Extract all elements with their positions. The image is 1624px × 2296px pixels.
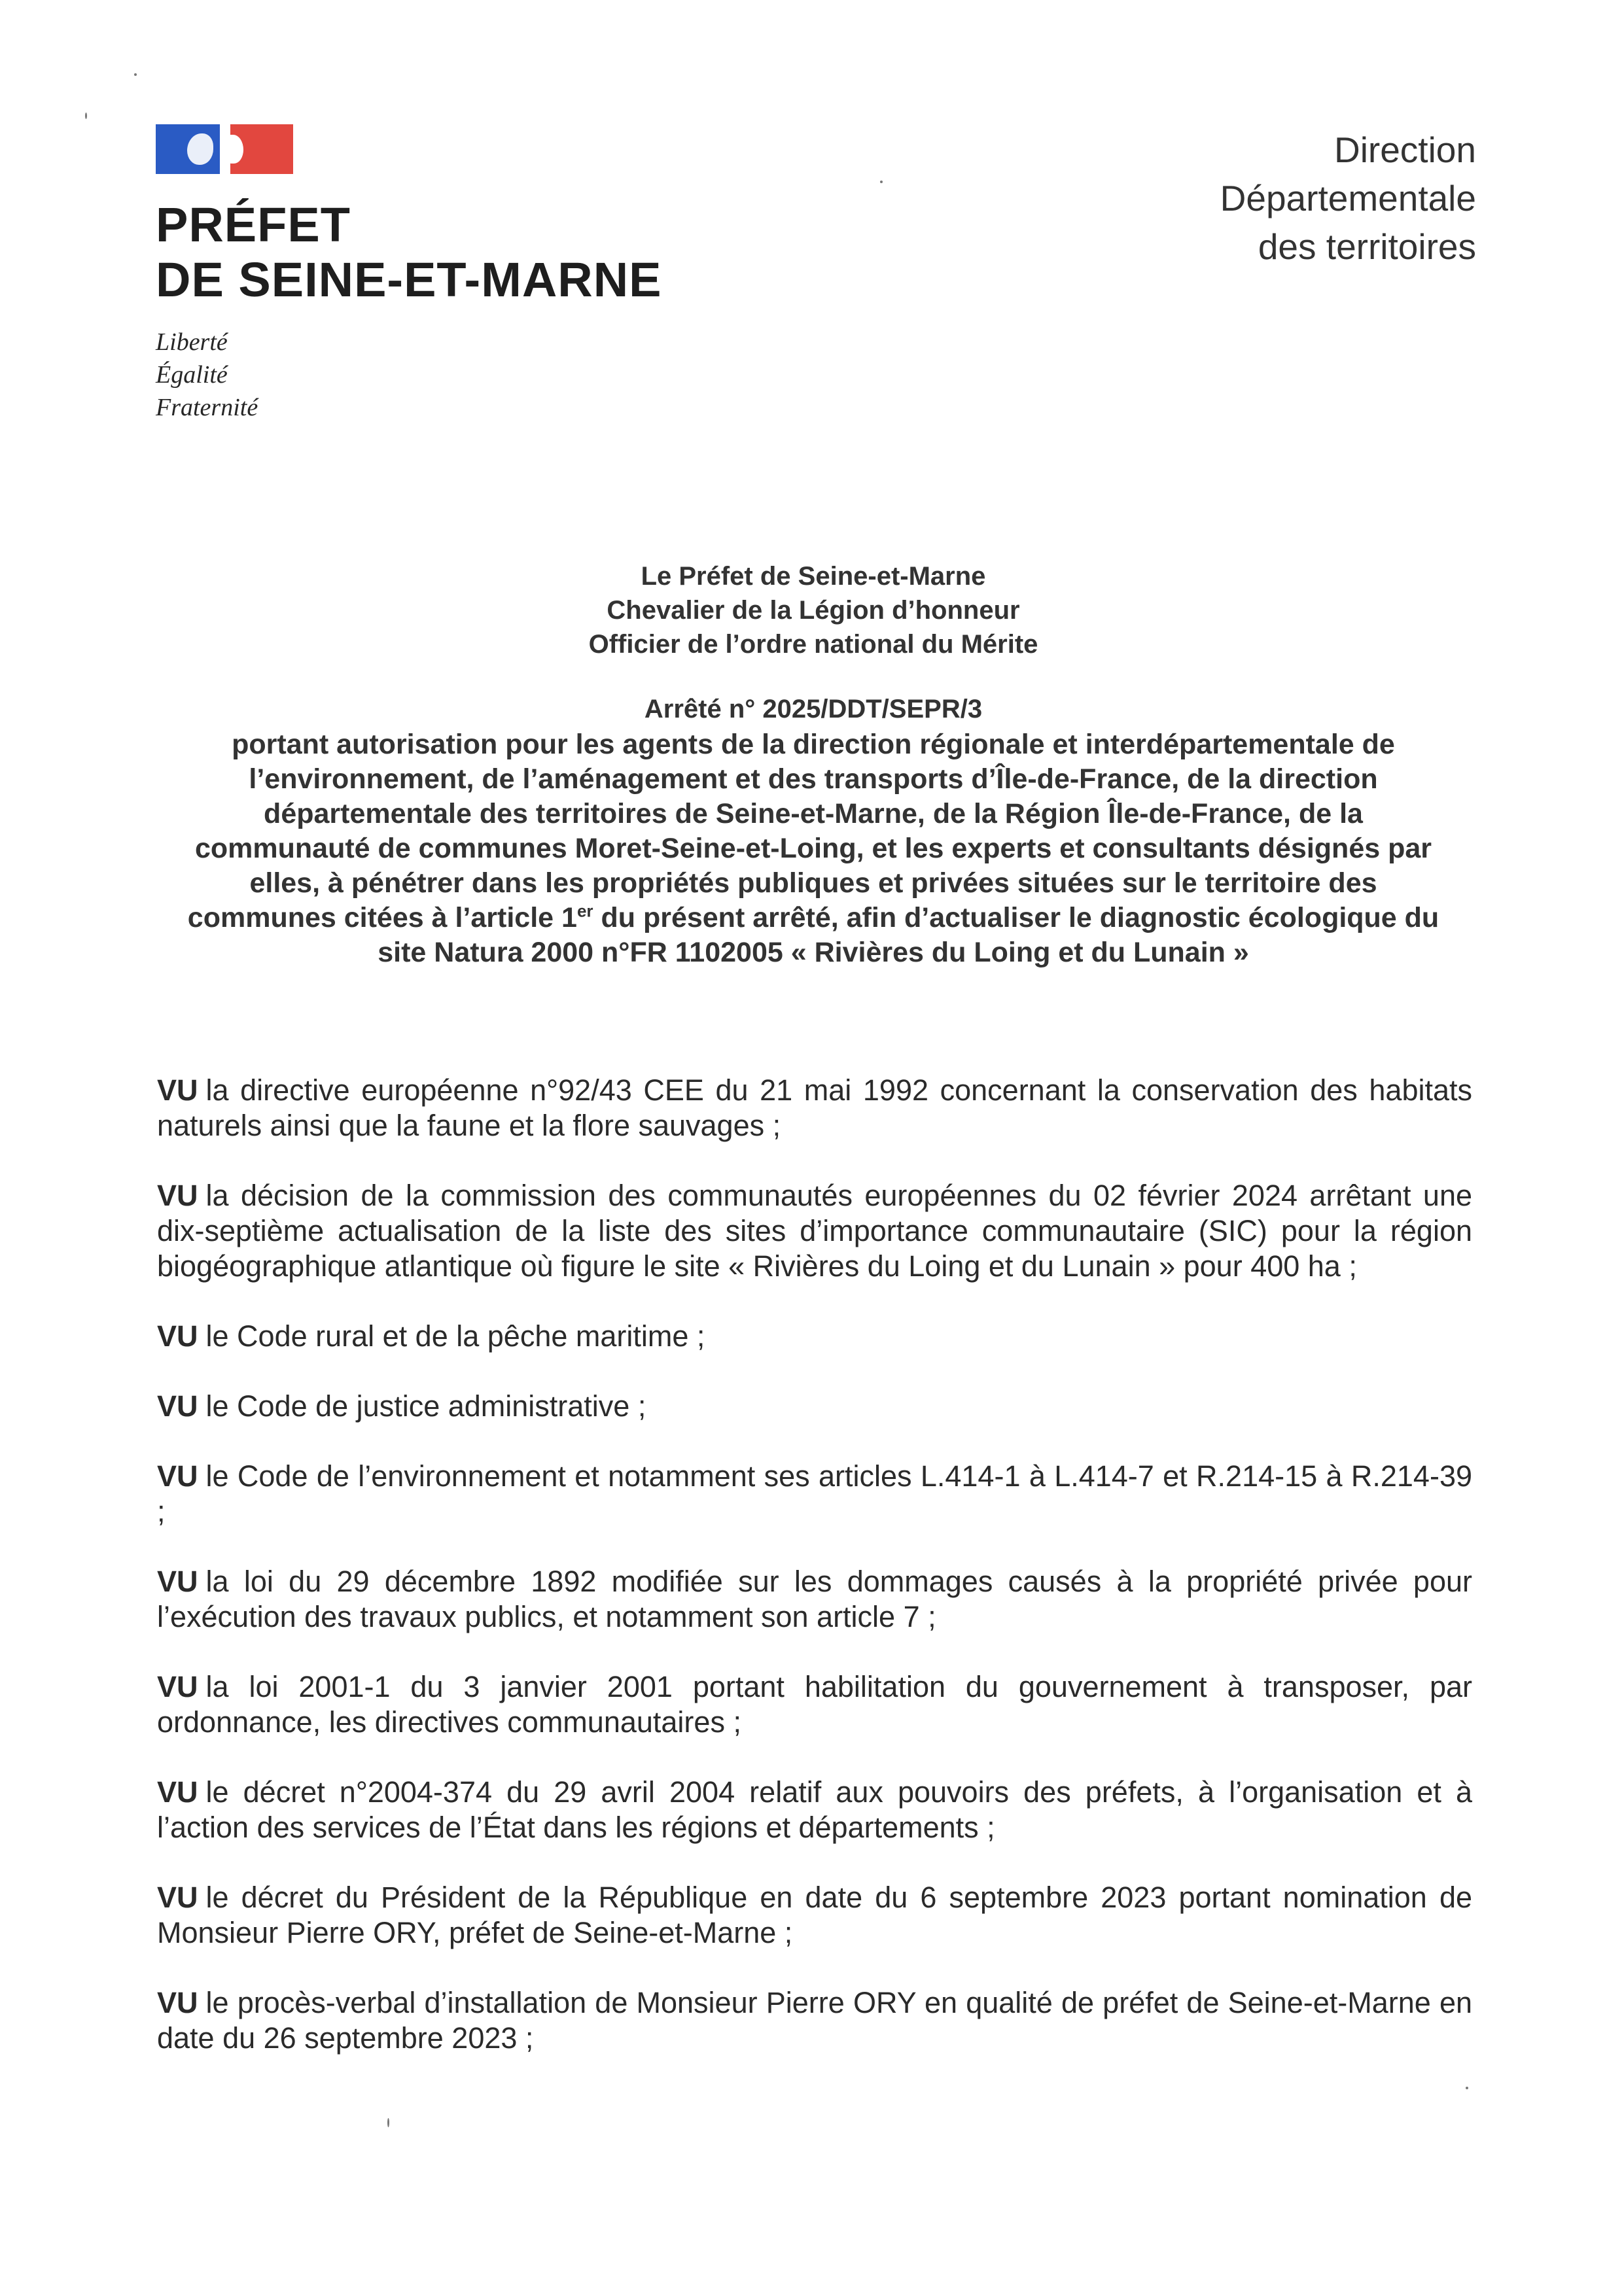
visa-item — [157, 1775, 1472, 1845]
direction-block — [1018, 126, 1476, 271]
object-line-part: communes citées à l’article 1 — [187, 902, 577, 933]
direction-line-3: des territoires — [1258, 226, 1476, 267]
visa-text: le décret n°2004-374 du 29 avril 2004 relatif aux pouvoirs des préfets, à l’organisation et à l’action des services de l’État dans les régions et départements ; — [157, 1775, 1472, 1844]
visa-text: le décret du Président de la République en date du 6 septembre 2023 portant nomination de Monsieur Pierre ORY, préfet de Seine-et-Marne ; — [157, 1881, 1472, 1949]
visa-text: la loi 2001-1 du 3 janvier 2001 portant habilitation du gouvernement à transposer, par ordonnance, les directives communautaires ; — [157, 1670, 1472, 1739]
visa-item — [157, 1669, 1472, 1740]
arrete-number: Arrêté n° 2025/DDT/SEPR/3 — [644, 695, 983, 723]
visa-item — [157, 1178, 1472, 1284]
visa-keyword: VU — [157, 1986, 198, 2019]
visa-keyword: VU — [157, 1389, 198, 1423]
scan-speck — [880, 181, 883, 183]
ordinal-superscript: er — [576, 901, 593, 921]
visa-keyword: VU — [157, 1179, 198, 1212]
logo-blue-panel — [156, 124, 220, 174]
visa-keyword: VU — [157, 1319, 198, 1353]
visa-text: le procès-verbal d’installation de Monsieur Pierre ORY en qualité de préfet de Seine-et-Marne en date du 26 septembre 2023 ; — [157, 1986, 1472, 2055]
scan-speck — [134, 73, 137, 76]
visa-item — [157, 1985, 1472, 2056]
object-line: départementale des territoires de Seine-et-Marne, de la Région Île-de-France, de la — [264, 798, 1363, 829]
republic-motto — [156, 326, 745, 424]
object-line — [150, 901, 1476, 935]
prefet-line-2: DE SEINE-ET-MARNE — [156, 252, 662, 307]
visa-keyword: VU — [157, 1670, 198, 1703]
preamble-line: Officier de l’ordre national du Mérite — [588, 630, 1038, 659]
visa-item — [157, 1389, 1472, 1424]
prefet-line-1: PRÉFET — [156, 198, 351, 252]
visa-text: la directive européenne n°92/43 CEE du 21 mai 1992 concernant la conservation des habitats naturels ainsi que la faune et la flore sauvages ; — [157, 1073, 1472, 1142]
visa-keyword: VU — [157, 1775, 198, 1809]
object-line: portant autorisation pour les agents de la direction régionale et interdépartementale de — [232, 729, 1395, 760]
scan-speck — [85, 113, 87, 119]
visa-text: le Code de justice administrative ; — [205, 1389, 646, 1423]
preamble-line: Le Préfet de Seine-et-Marne — [641, 562, 986, 591]
visa-keyword: VU — [157, 1565, 198, 1598]
direction-line-2: Départementale — [1220, 178, 1476, 218]
prefect-titles — [156, 559, 1471, 661]
direction-line-1: Direction — [1333, 130, 1476, 170]
object-line: site Natura 2000 n°FR 1102005 « Rivières du Loing et du Lunain » — [378, 937, 1249, 968]
visas-list — [157, 1073, 1472, 2091]
visa-keyword: VU — [157, 1881, 198, 1914]
visa-item — [157, 1880, 1472, 1951]
object-line-part: du présent arrêté, afin d’actualiser le diagnostic écologique du — [593, 902, 1439, 933]
motto-liberte: Liberté — [156, 328, 228, 356]
prefecture-block — [156, 124, 745, 424]
visa-text: le Code de l’environnement et notamment ses articles L.414-1 à L.414-7 et R.214-15 à R.214-39 ; — [157, 1459, 1472, 1528]
motto-egalite: Égalité — [156, 361, 228, 389]
object-line: communauté de communes Moret-Seine-et-Loing, et les experts et consultants désignés par — [194, 833, 1432, 864]
object-line: l’environnement, de l’aménagement et des transports d’Île-de-France, de la direction — [249, 763, 1378, 795]
object-line: elles, à pénétrer dans les propriétés publiques et privées situées sur le territoire des — [249, 867, 1377, 899]
prefet-title — [156, 198, 745, 307]
visa-text: le Code rural et de la pêche maritime ; — [205, 1319, 705, 1353]
visa-text: la loi du 29 décembre 1892 modifiée sur les dommages causés à la propriété privée pour l’exécution des travaux publics, et notamment son article 7 ; — [157, 1565, 1472, 1633]
logo-red-panel — [230, 124, 293, 174]
visa-item — [157, 1319, 1472, 1354]
preamble-line: Chevalier de la Légion d’honneur — [607, 596, 1020, 625]
marianne-logo — [156, 124, 293, 174]
visa-keyword: VU — [157, 1073, 198, 1107]
visa-text: la décision de la commission des communautés européennes du 02 février 2024 arrêtant une dix-septième actualisation de la liste des sites d’importance communautaire (SIC) pour la région biogéographique atlantique où figure le site « Rivières du Loing et du Lunain » pour 400 ha ; — [157, 1179, 1472, 1283]
motto-fraternite: Fraternité — [156, 394, 258, 421]
visa-item — [157, 1459, 1472, 1529]
visa-item — [157, 1073, 1472, 1143]
arrete-object — [150, 727, 1476, 970]
scan-speck — [1466, 2087, 1468, 2089]
visa-item — [157, 1564, 1472, 1635]
scan-speck — [387, 2118, 389, 2127]
visa-keyword: VU — [157, 1459, 198, 1493]
